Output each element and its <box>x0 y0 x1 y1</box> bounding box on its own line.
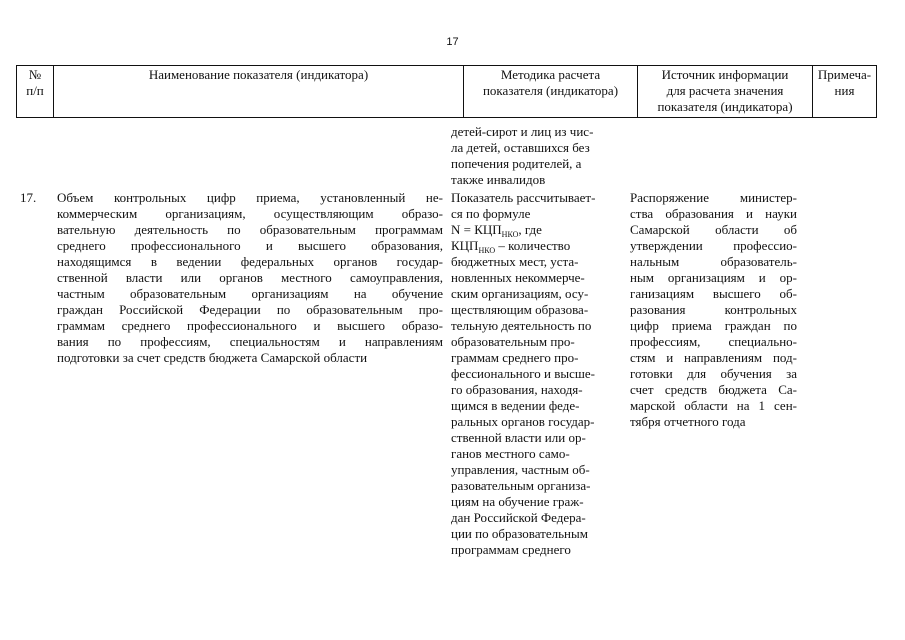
table-header <box>16 65 877 118</box>
continuation-line: попечения родителей, а <box>451 156 582 171</box>
indicator-name-line: находящимся в ведении федеральных органов государ- <box>57 254 443 269</box>
method-line: го образования, находя- <box>451 382 583 397</box>
method-line: управления, частным об- <box>451 462 590 477</box>
method-line: бюджетных мест, уста- <box>451 254 579 269</box>
header-col-number <box>17 66 54 118</box>
header-text-line: № <box>28 67 42 82</box>
continuation-line: также инвалидов <box>451 172 546 187</box>
source-line: ства образования и науки <box>630 206 797 221</box>
row-number: 17. <box>20 190 37 205</box>
method-line: тельную деятельность по <box>451 318 592 333</box>
source-line: счет средств бюджета Са- <box>630 382 797 397</box>
source-line: утверждении профессио- <box>630 238 797 253</box>
method-line: граммам среднего про- <box>451 350 579 365</box>
method-line: ральных органов государ- <box>451 414 595 429</box>
method-line: Показатель рассчитывает- <box>451 190 596 205</box>
method-formula: $N = КЦП_{НКО}$, где <box>451 222 542 239</box>
method-line: щимся в ведении феде- <box>451 398 580 413</box>
indicator-name <box>57 190 443 366</box>
header-text-line: Источник информации <box>661 67 789 82</box>
source-line: цифр приема граждан по <box>630 318 797 333</box>
source-line: профессиям, специально- <box>630 334 797 349</box>
indicator-name-line: ственной власти или органов местного самоуправления, <box>57 270 443 285</box>
method-line: разовательным организа- <box>451 478 591 493</box>
header-text-line: Наименование показателя (индикатора) <box>148 67 369 82</box>
header-text-line: Методика расчета <box>500 67 601 82</box>
indicator-name-line: Объем контрольных цифр приема, установленный не- <box>57 190 443 205</box>
method-line: новленных некоммерче- <box>451 270 585 285</box>
method-line: ственной власти или ор- <box>451 430 586 445</box>
header-text-line: для расчета значения <box>666 83 784 98</box>
indicator-name-line: вания по профессиям, специальностям и направлениям <box>57 334 443 349</box>
source-line: разования контрольных <box>630 302 797 317</box>
method-definition: $КЦП_{НКО}$ – количество <box>451 238 571 255</box>
method-line: дан Российской Федера- <box>451 510 586 525</box>
method-line: программам среднего <box>451 542 571 557</box>
source-line: готовки для обучения за <box>630 366 797 381</box>
continuation-line: ла детей, оставшихся без <box>451 140 590 155</box>
indicator-name-line: частным образовательным организациям на обучение <box>57 286 443 301</box>
source-line: Распоряжение министер- <box>630 190 797 205</box>
information-source <box>630 190 797 430</box>
method-line: ся по формуле <box>451 206 531 221</box>
method-line: ции по образовательным <box>451 526 588 541</box>
indicator-name-line: коммерческим организациям, осуществляющим образо- <box>57 206 443 221</box>
page-number: 17 <box>446 36 459 48</box>
source-line: марской области на 1 сен- <box>630 398 797 413</box>
continuation-method-text <box>451 124 621 188</box>
continuation-line: детей-сирот и лиц из чис- <box>451 124 594 139</box>
source-line: ганизациям высшего об- <box>630 286 797 301</box>
header-text-line: п/п <box>26 83 44 98</box>
method-line: фессионального и высше- <box>451 366 595 381</box>
calculation-method <box>451 190 623 558</box>
method-line: образовательным про- <box>451 334 575 349</box>
indicator-name-line: вательную деятельность по образовательным программам <box>57 222 443 237</box>
header-text-line: ния <box>834 83 855 98</box>
header-col-notes <box>813 66 877 118</box>
source-line: стям и направлениям под- <box>630 350 797 365</box>
indicator-name-line: граммам среднего профессионального и высшего образо- <box>57 318 443 333</box>
source-line: нальным образователь- <box>630 254 797 269</box>
header-col-source <box>638 66 813 118</box>
method-line: ганов местного само- <box>451 446 570 461</box>
indicator-name-line: граждан Российской Федерации по образовательным про- <box>57 302 443 317</box>
method-line: циям на обучение граж- <box>451 494 584 509</box>
method-line: ским организациям, осу- <box>451 286 589 301</box>
indicator-name-last-line: подготовки за счет средств бюджета Самарской области <box>57 350 368 365</box>
source-line: ным организациям и ор- <box>630 270 797 285</box>
source-line: Самарской области об <box>630 222 797 237</box>
indicator-name-line: среднего профессионального и высшего образования, <box>57 238 443 253</box>
header-text-line: показателя (индикатора) <box>657 99 793 114</box>
header-col-method <box>464 66 638 118</box>
source-last-line: тября отчетного года <box>630 414 746 429</box>
method-line: ществляющим образова- <box>451 302 589 317</box>
header-text-line: Примеча- <box>817 67 872 82</box>
header-col-name <box>54 66 464 118</box>
header-text-line: показателя (индикатора) <box>482 83 619 98</box>
